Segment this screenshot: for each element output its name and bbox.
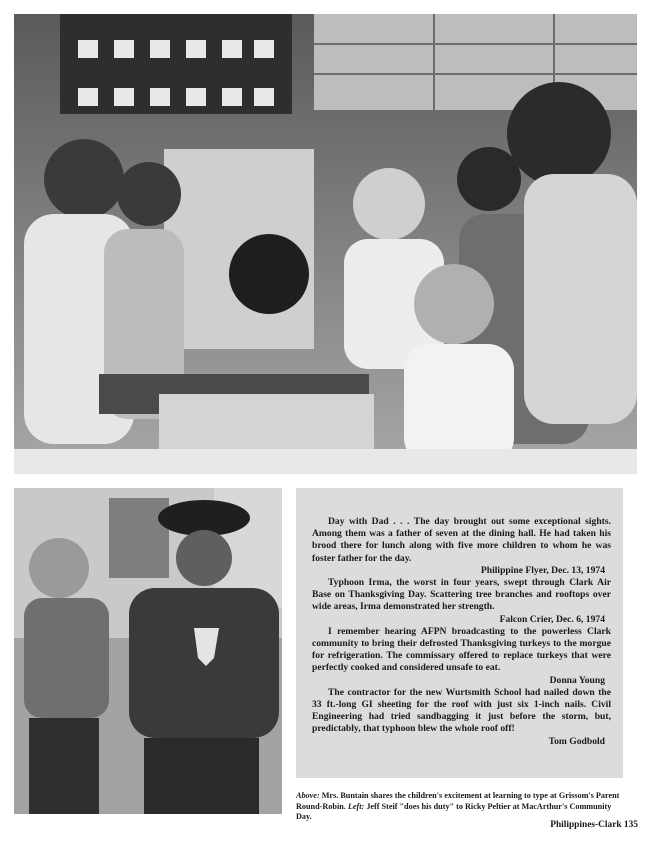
article-author: Tom Godbold [548, 735, 605, 747]
article-source: Falcon Crier, Dec. 6, 1974 [499, 613, 605, 625]
article-paragraph-day-with-dad: Day with Dad . . . The day brought out some exceptional sights. Among them was a father of seven at the dining hall. He had taken his brood there for lunch along with five more children to whom he was foster father for the day. [312, 516, 611, 564]
article-paragraph-school-roof: The contractor for the new Wurtsmith School had nailed down the 33 ft.-long GI sheeting for the roof with just six 1-inch nails. Civil Engineering had tried sandbagging it just before the storm, but, predictably, that typhoon blew the whole roof off! [312, 686, 611, 735]
article-paragraph-typhoon-irma: Typhoon Irma, the worst in four years, swept through Clark Air Base on Thanksgiving Day. Scattering tree branches and rooftops over wide areas, Irma demonstrated her strength. [312, 577, 611, 613]
article-author: Donna Young [549, 674, 605, 686]
page-folio: Philippines-Clark 135 [550, 820, 638, 830]
article-paragraph-afpn-turkeys: I remember hearing AFPN broadcasting to the powerless Clark community to bring their defrosted Thanksgiving turkeys to the morgue for refrigeration. The commissary offered to replace turkeys that were perfectly cooked and considered unsafe to eat. [312, 625, 611, 674]
article-text-panel [296, 488, 623, 778]
photo-boys-community-day [14, 488, 282, 814]
caption-above-label: Above: [296, 791, 320, 800]
caption-above-text: Mrs. Buntain shares the children's excitement at learning to type at Grissom's Parent Round-Robin. [296, 791, 620, 811]
caption-left-text: Jeff Steif "does his duty" to Ricky Peltier at MacArthur's Community Day. [296, 801, 612, 822]
photo-caption [296, 791, 626, 823]
caption-left-label: Left: [347, 801, 365, 811]
article-source: Philippine Flyer, Dec. 13, 1974 [480, 564, 605, 576]
photo-children-typewriter [14, 14, 637, 474]
